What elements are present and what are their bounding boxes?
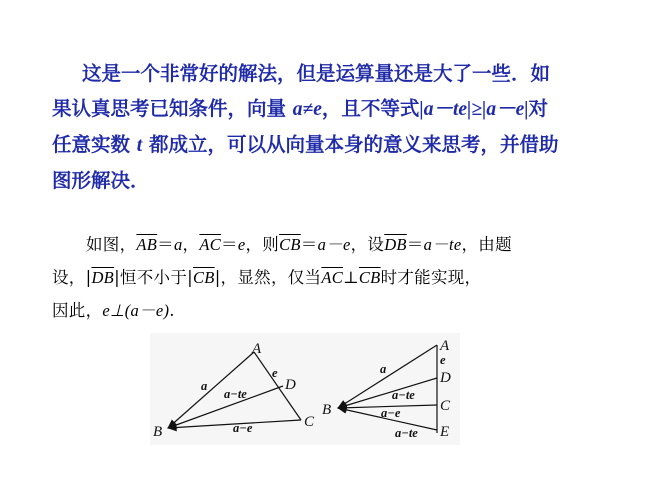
text-segment: |，显然，仅当 [214, 268, 322, 287]
math-variable: t [136, 135, 143, 156]
text-segment: 任意实数 [52, 133, 137, 156]
math-variable: a [173, 235, 183, 254]
text-segment: |恒不小于| [114, 268, 193, 287]
text-segment: ＝ [406, 235, 424, 254]
label-e: e [440, 353, 446, 367]
vector-CB: $\overline{CB}$ [279, 235, 301, 254]
text-segment: ＝ [221, 235, 238, 254]
vector-DB: $\overline{DB}$ [91, 268, 115, 287]
vector-AC: $\overline{AC}$ [199, 235, 222, 254]
math-condition: a≠e [292, 99, 322, 120]
vector-CB: $\overline{CB}$ [193, 268, 215, 287]
point-B-label: B [153, 424, 163, 440]
text-segment: ，且不等式 [321, 97, 420, 120]
text-segment: . [169, 301, 175, 320]
vector-AB: $\overline{AB}$ [136, 235, 158, 254]
point-E-label: E [440, 424, 450, 440]
text-segment: 都成立，可以从向量本身的意义来思考，并借助 [142, 133, 559, 156]
label-a: a [380, 362, 387, 376]
text-segment: 因此， [52, 301, 103, 320]
label-a: a [201, 379, 208, 393]
text-segment: 设，| [52, 268, 92, 287]
vector-AC: $\overline{AC}$ [321, 268, 344, 287]
blue-line-4: 图形解决． [52, 169, 150, 192]
label-a-minus-te: a−te [224, 387, 247, 401]
point-A-label: A [440, 338, 450, 354]
text-segment: ，则 [245, 235, 280, 254]
label-a-minus-e: a−e [381, 406, 401, 420]
text-segment: 对 [528, 97, 549, 120]
point-B-label: B [322, 402, 332, 418]
text-segment: ＝ [300, 235, 318, 254]
math-expression: e⊥(a－e) [102, 301, 170, 320]
math-expression: a－te [423, 235, 462, 254]
text-segment: ， [182, 235, 200, 254]
text-segment: 如图， [86, 235, 137, 254]
text-segment: ，设 [350, 235, 385, 254]
point-D-label: D [440, 370, 451, 386]
point-D-label: D [285, 377, 296, 393]
label-a-minus-te-lower: a−te [395, 426, 418, 440]
perpendicular-symbol: ⊥ [343, 268, 359, 287]
vector-DB: $\overline{DB}$ [384, 235, 407, 254]
text-segment: 时才能实现， [380, 268, 482, 287]
label-e: e [272, 366, 278, 380]
point-C-label: C [440, 398, 451, 414]
label-a-minus-te: a−te [392, 388, 415, 402]
vector-CB: $\overline{CB}$ [358, 268, 381, 287]
blue-line-1: 这是一个非常好的解法，但是运算量还是大了一些．如 [82, 62, 551, 85]
label-a-minus-e: a−e [233, 421, 253, 435]
math-expression: a－e [317, 235, 351, 254]
point-A-label: A [252, 341, 262, 357]
point-C-label: C [304, 414, 315, 430]
text-segment: ，由题 [461, 235, 512, 254]
math-variable: e [237, 235, 246, 254]
text-segment: 果认真思考已知条件，向量 [52, 97, 293, 120]
text-segment: ＝ [157, 235, 174, 254]
math-inequality: |a－te|≥|a－e| [419, 99, 529, 120]
